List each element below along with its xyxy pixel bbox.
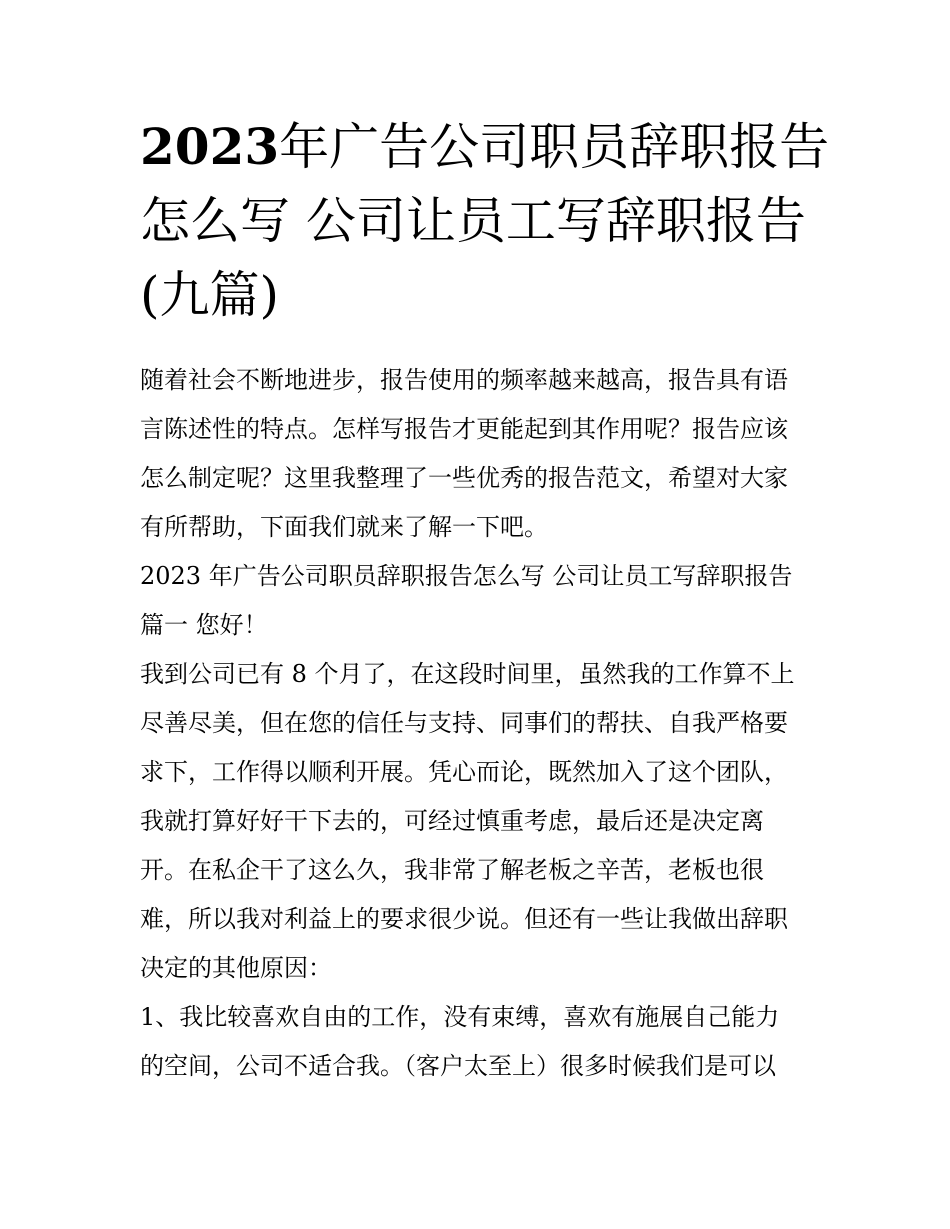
body-line: 言陈述性的特点。怎样写报告才更能起到其作用呢？报告应该 [140,415,788,443]
greeting-line: 篇一 您好！ [140,611,268,639]
title-line-1 [140,110,830,184]
title-year: 2023 [140,117,280,176]
title-line-2: 怎么写 公司让员工写辞职报告 [140,192,806,250]
body-line: 的空间，公司不适合我。（客户太至上）很多时候我们是可以 [140,1052,776,1080]
title-line-1-text: 年广告公司职员辞职报告 [279,118,830,176]
body-line: 开。在私企干了这么久，我非常了解老板之辛苦，老板也很 [140,856,764,884]
body-line: 我就打算好好干下去的，可经过慎重考虑，最后还是决定离 [140,807,764,835]
document-body [140,356,820,1091]
list-item-line: 1、我比较喜欢自由的工作，没有束缚，喜欢有施展自己能力 [140,1003,780,1031]
body-line: 求下，工作得以顺利开展。凭心而论，既然加入了这个团队， [140,758,788,786]
body-line: 决定的其他原因： [140,954,332,982]
body-line: 怎么制定呢？这里我整理了一些优秀的报告范文，希望对大家 [140,464,788,492]
body-line: 我到公司已有 8 个月了，在这段时间里，虽然我的工作算不上 [140,660,795,688]
body-line: 有所帮助，下面我们就来了解一下吧。 [140,513,548,541]
document-title [140,110,830,332]
section-heading-line: 2023 年广告公司职员辞职报告怎么写 公司让员工写辞职报告 [140,562,793,590]
body-line: 随着社会不断地进步，报告使用的频率越来越高，报告具有语 [140,366,788,394]
title-line-3: (九篇) [140,266,280,324]
body-line: 难，所以我对利益上的要求很少说。但还有一些让我做出辞职 [140,905,788,933]
body-line: 尽善尽美，但在您的信任与支持、同事们的帮扶、自我严格要 [140,709,788,737]
